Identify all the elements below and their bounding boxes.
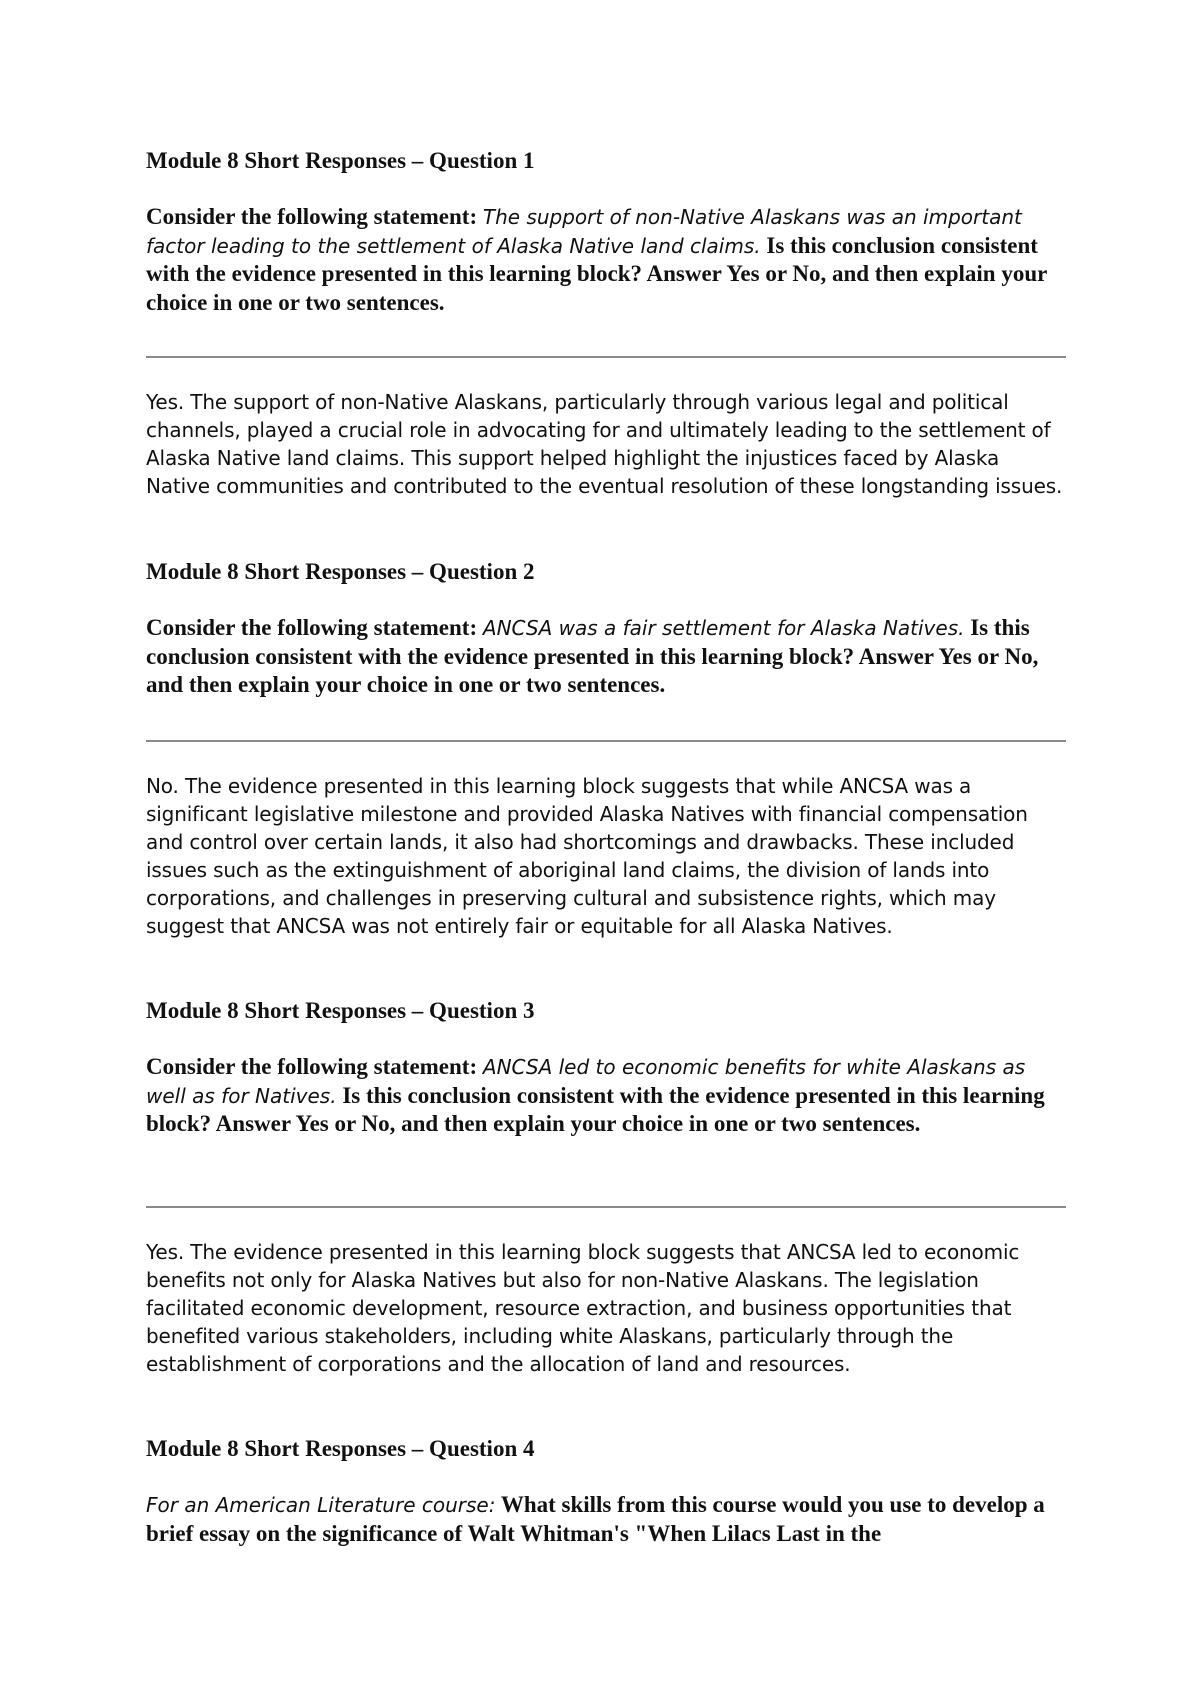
question-4-heading: Module 8 Short Responses – Question 4 bbox=[146, 1436, 535, 1461]
divider-rule bbox=[146, 356, 1066, 358]
prompt-lead: Consider the following statement: bbox=[146, 1054, 478, 1079]
question-3-heading: Module 8 Short Responses – Question 3 bbox=[146, 998, 535, 1023]
question-3-statement: ANCSA led to economic benefits for white Alaskans as well as for Natives. bbox=[146, 1055, 1026, 1108]
question-2-answer: No. The evidence presented in this learning block suggests that while ANCSA was a significant legislative milestone and provided Alaska Natives with financial compensation and control over certain lands, it also had shortcomings and drawbacks. These included issues such as the extinguishment of aboriginal land claims, the division of lands into corporations, and challenges in preserving cultural and subsistence rights, which may suggest that ANCSA was not entirely fair or equitable for all Alaska Natives. bbox=[146, 774, 1028, 938]
question-1-answer: Yes. The support of non-Native Alaskans, particularly through various legal and political channels, played a crucial role in advocating for and ultimately leading to the settlement of Alaska Native land claims. This support helped highlight the injustices faced by Alaska Native communities and contributed to the eventual resolution of these longstanding issues. bbox=[146, 390, 1063, 498]
question-2-heading: Module 8 Short Responses – Question 2 bbox=[146, 559, 535, 584]
prompt-lead: Consider the following statement: bbox=[146, 615, 478, 640]
question-1-prompt bbox=[146, 203, 1066, 317]
prompt-tail: Is this conclusion consistent with the evidence presented in this learning block? Answer Yes or No, and then explain your choice in one or two sentences. bbox=[146, 1082, 1045, 1137]
question-2-statement: ANCSA was a fair settlement for Alaska Natives. bbox=[482, 616, 965, 640]
prompt-lead: Consider the following statement: bbox=[146, 204, 478, 229]
divider-rule bbox=[146, 740, 1066, 742]
question-4-prompt bbox=[146, 1491, 1066, 1548]
question-4-statement: For an American Literature course: bbox=[146, 1493, 496, 1517]
prompt-tail: Is this conclusion consistent with the evidence presented in this learning block? Answer Yes or No, and then explain your choice in one or two sentences. bbox=[146, 232, 1047, 315]
prompt-tail: Is this conclusion consistent with the evidence presented in this learning block? Answer Yes or No, and then explain your choice in one or two sentences. bbox=[146, 615, 1039, 698]
divider-rule bbox=[146, 1206, 1066, 1208]
question-1-statement: The support of non-Native Alaskans was an important factor leading to the settlement of Alaska Native land claims. bbox=[146, 205, 1022, 258]
question-3-prompt bbox=[146, 1053, 1066, 1139]
question-2-prompt bbox=[146, 614, 1066, 700]
prompt-tail: What skills from this course would you use to develop a brief essay on the significance of Walt Whitman's "When Lilacs Last in the bbox=[146, 1492, 1045, 1546]
question-3-answer: Yes. The evidence presented in this learning block suggests that ANCSA led to economic benefits not only for Alaska Natives but also for non-Native Alaskans. The legislation facilitated economic development, resource extraction, and business opportunities that benefited various stakeholders, including white Alaskans, particularly through the establishment of corporations and the allocation of land and resources. bbox=[146, 1240, 1020, 1376]
question-1-heading: Module 8 Short Responses – Question 1 bbox=[146, 148, 535, 173]
